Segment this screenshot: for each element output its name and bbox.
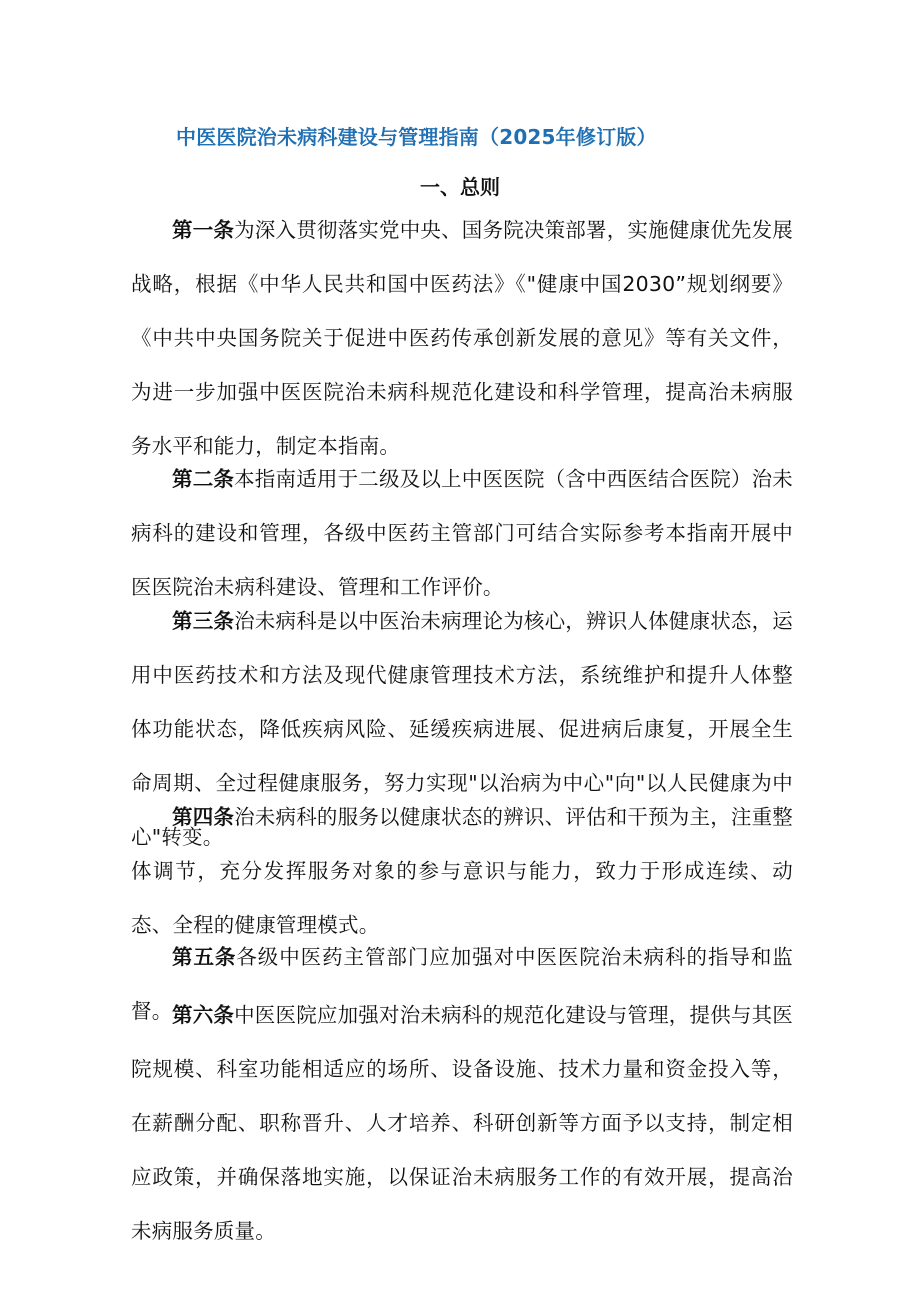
article-label: 第六条 [172, 1003, 235, 1027]
document-title: 中医医院治未病科建设与管理指南（2025年修订版） [176, 125, 657, 149]
article-text: 治未病科的服务以健康状态的辨识、评估和干预为主，注重整体调节，充分发挥服务对象的参与意识与能力，致力于形成连续、动态、全程的健康管理模式。 [131, 805, 794, 937]
article-label: 第一条 [172, 218, 235, 242]
article-label: 第五条 [172, 945, 237, 969]
article-text: 为深入贯彻落实党中央、国务院决策部署，实施健康优先发展战略，根据《中华人民共和国中医药法》《"健康中国2030”规划纲要》《中共中央国务院关于促进中医药传承创新发展的意见》等有关文件，为进一步加强中医医院治未病科规范化建设和科学管理，提高治未病服务水平和能力，制定本指南。 [131, 218, 794, 458]
article-6 [131, 988, 793, 1258]
article-label: 第二条 [172, 467, 235, 491]
article-1 [131, 203, 793, 473]
article-text: 中医医院应加强对治未病科的规范化建设与管理，提供与其医院规模、科室功能相适应的场所、设备设施、技术力量和资金投入等，在薪酬分配、职称晋升、人才培养、科研创新等方面予以支持，制定相应政策，并确保落地实施，以保证治未病服务工作的有效开展，提高治未病服务质量。 [131, 1003, 794, 1243]
section-heading: 一、总则 [420, 175, 500, 199]
article-label: 第四条 [172, 805, 235, 829]
article-text: 各级中医药主管部门应加强对中医医院治未病科的指导和监督。 [131, 945, 793, 1023]
article-2 [131, 452, 793, 614]
article-text: 本指南适用于二级及以上中医医院（含中西医结合医院）治未病科的建设和管理，各级中医药主管部门可结合实际参考本指南开展中医医院治未病科建设、管理和工作评价。 [131, 467, 794, 599]
article-text: 治未病科是以中医治未病理论为核心，辨识人体健康状态，运用中医药技术和方法及现代健康管理技术方法，系统维护和提升人体整体功能状态，降低疾病风险、延缓疾病进展、促进病后康复，开展全生命周期、全过程健康服务，努力实现"以治病为中心"向"以人民健康为中心"转变。 [131, 609, 794, 849]
article-label: 第三条 [172, 609, 235, 633]
article-4 [131, 790, 793, 952]
